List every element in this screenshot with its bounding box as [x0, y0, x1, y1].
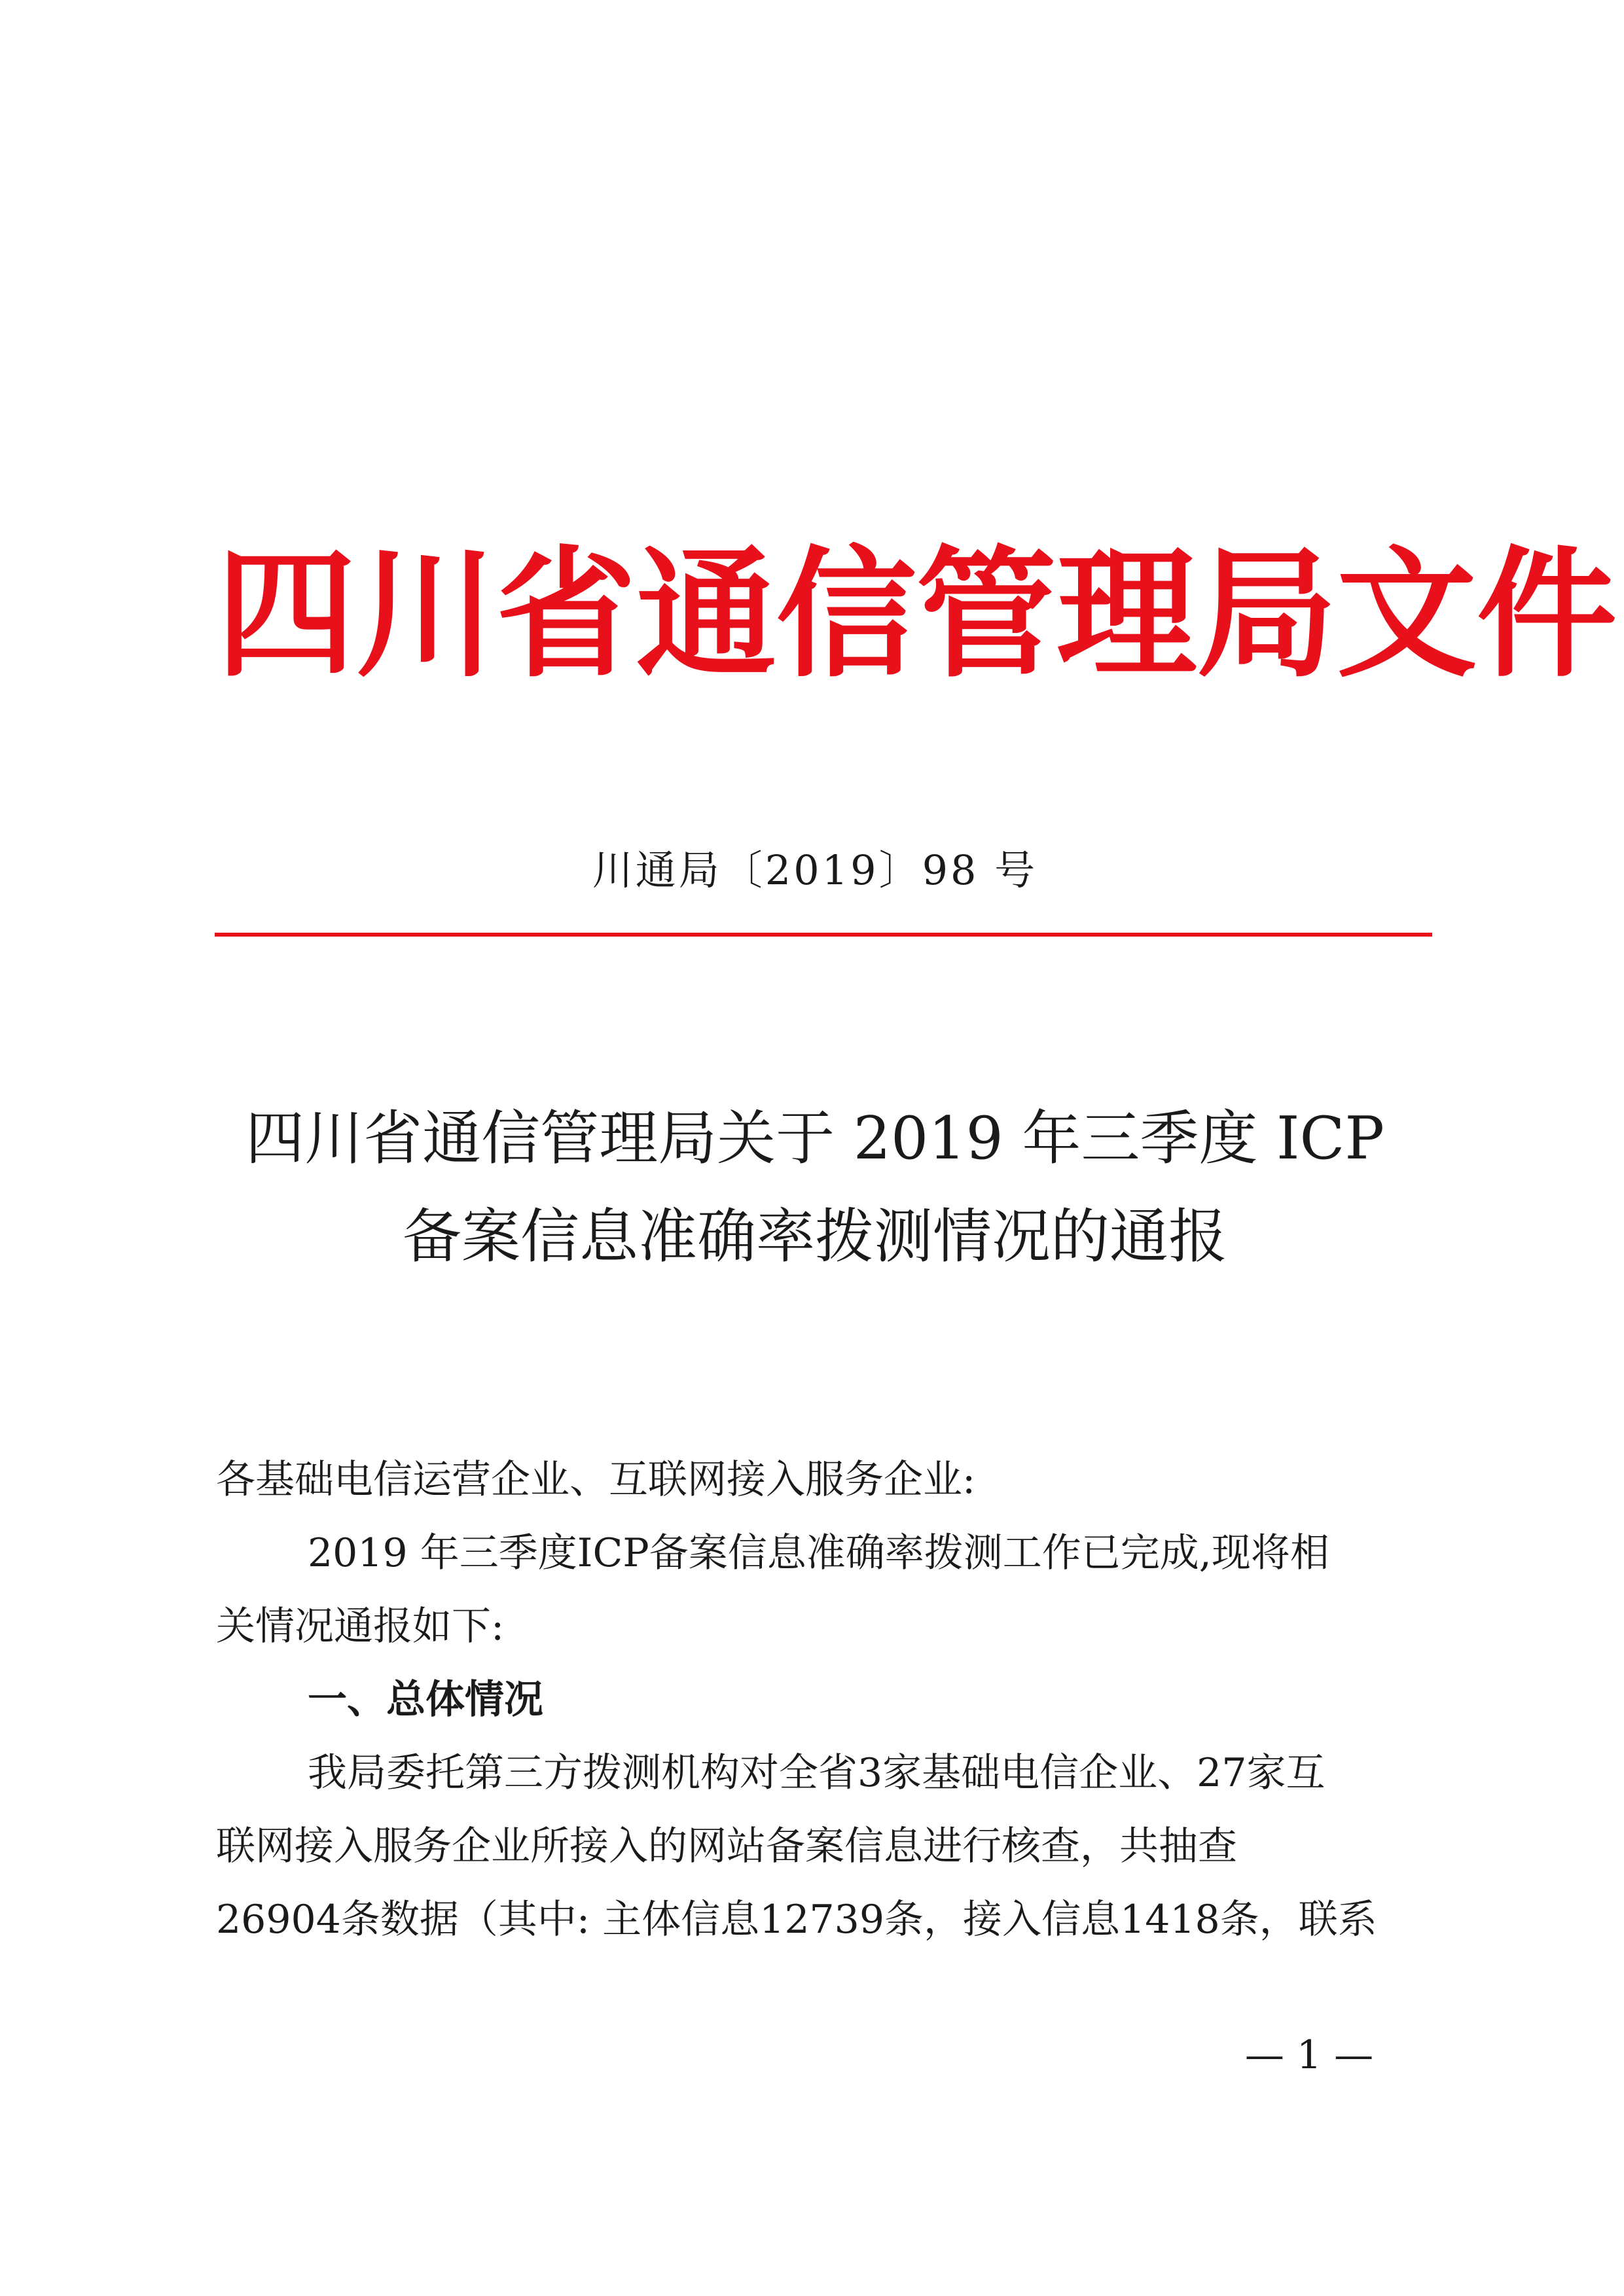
salutation: 各基础电信运营企业、互联网接入服务企业: — [216, 1457, 976, 1503]
section1-paragraph-line-2: 联网接入服务企业所接入的网站备案信息进行核查，共抽查 — [216, 1823, 1237, 1869]
title-line-2: 备案信息准确率拨测情况的通报 — [403, 1202, 1227, 1271]
document-number: 川通局〔2019〕98 号 — [592, 846, 1038, 894]
document-title — [216, 1090, 1414, 1286]
page-number: — 1 — — [1244, 2032, 1374, 2078]
intro-paragraph-line-2: 关情况通报如下: — [216, 1604, 505, 1649]
intro-paragraph-line-1: 2019 年三季度ICP备案信息准确率拨测工作已完成,现将相 — [308, 1530, 1329, 1576]
red-divider-line — [215, 933, 1432, 937]
title-line-1: 四川省通信管理局关于 2019 年三季度 ICP — [245, 1104, 1384, 1173]
section1-paragraph-line-3: 26904条数据（其中: 主体信息12739条，接入信息1418条，联系 — [216, 1897, 1377, 1943]
section-heading-overview: 一、总体情况 — [308, 1677, 543, 1723]
section1-paragraph-line-1: 我局委托第三方拨测机构对全省3家基础电信企业、27家互 — [308, 1750, 1326, 1796]
document-masthead: 四川省通信管理局文件 — [216, 533, 1617, 696]
